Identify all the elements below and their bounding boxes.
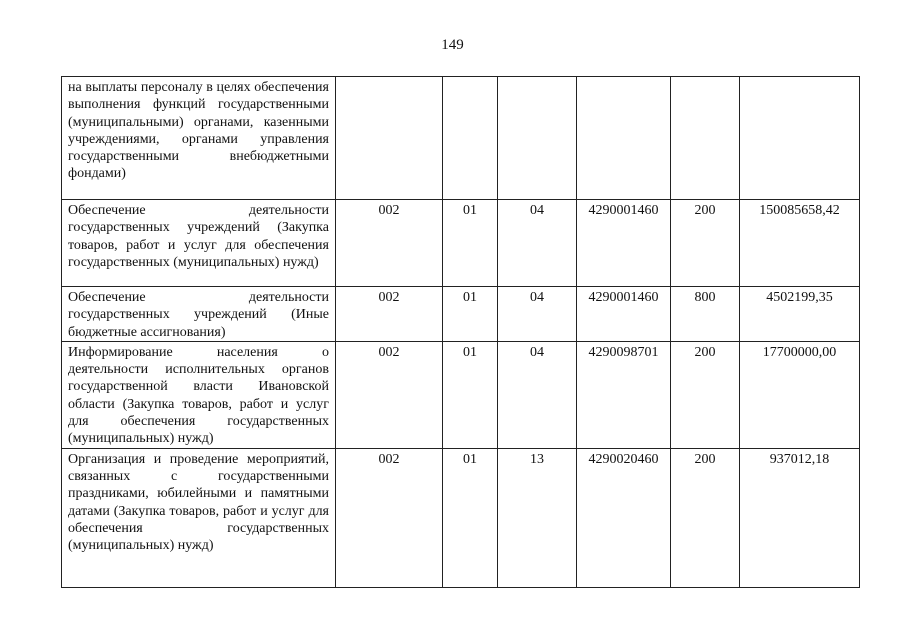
- target-article-code: 4290098701: [577, 341, 671, 448]
- subsection-code: 04: [498, 200, 577, 287]
- ministry-code: 002: [336, 448, 443, 587]
- ministry-code: 002: [336, 341, 443, 448]
- table-row: [62, 77, 860, 200]
- table-row: [62, 448, 860, 587]
- row-description: Обеспечение деятельности государственных учреждений (Иные бюджетные ассигнования): [62, 287, 336, 342]
- section-code: [443, 77, 498, 200]
- expense-type-code: [671, 77, 740, 200]
- amount: 937012,18: [740, 448, 860, 587]
- target-article-code: 4290001460: [577, 287, 671, 342]
- ministry-code: [336, 77, 443, 200]
- ministry-code: 002: [336, 200, 443, 287]
- section-code: 01: [443, 200, 498, 287]
- target-article-code: 4290001460: [577, 200, 671, 287]
- subsection-code: 04: [498, 287, 577, 342]
- section-code: 01: [443, 341, 498, 448]
- table-row: [62, 341, 860, 448]
- target-article-code: 4290020460: [577, 448, 671, 587]
- target-article-code: [577, 77, 671, 200]
- page-number: 149: [441, 37, 464, 53]
- amount: 4502199,35: [740, 287, 860, 342]
- subsection-code: 13: [498, 448, 577, 587]
- amount: [740, 77, 860, 200]
- section-code: 01: [443, 287, 498, 342]
- expense-type-code: 800: [671, 287, 740, 342]
- expense-type-code: 200: [671, 200, 740, 287]
- expense-type-code: 200: [671, 448, 740, 587]
- table-row: [62, 287, 860, 342]
- row-description: Организация и проведение мероприятий, связанных с государственными праздниками, юбилейными и памятными датами (Закупка товаров, работ и услуг для обеспечения государственных (муниципальных) нужд): [62, 448, 336, 587]
- amount: 17700000,00: [740, 341, 860, 448]
- ministry-code: 002: [336, 287, 443, 342]
- amount: 150085658,42: [740, 200, 860, 287]
- subsection-code: 04: [498, 341, 577, 448]
- table-row: [62, 200, 860, 287]
- row-description: Обеспечение деятельности государственных учреждений (Закупка товаров, работ и услуг для обеспечения государственных (муниципальных) нужд): [62, 200, 336, 287]
- subsection-code: [498, 77, 577, 200]
- row-description: на выплаты персоналу в целях обеспечения выполнения функций государственными (муниципальными) органами, казенными учреждениями, органами управления государственными внебюджетными фондами): [62, 77, 336, 200]
- section-code: 01: [443, 448, 498, 587]
- expense-type-code: 200: [671, 341, 740, 448]
- row-description: Информирование населения о деятельности исполнительных органов государственной власти Ивановской области (Закупка товаров, работ и услуг для обеспечения государственных (муниципальных) нужд): [62, 341, 336, 448]
- budget-table: [61, 76, 860, 588]
